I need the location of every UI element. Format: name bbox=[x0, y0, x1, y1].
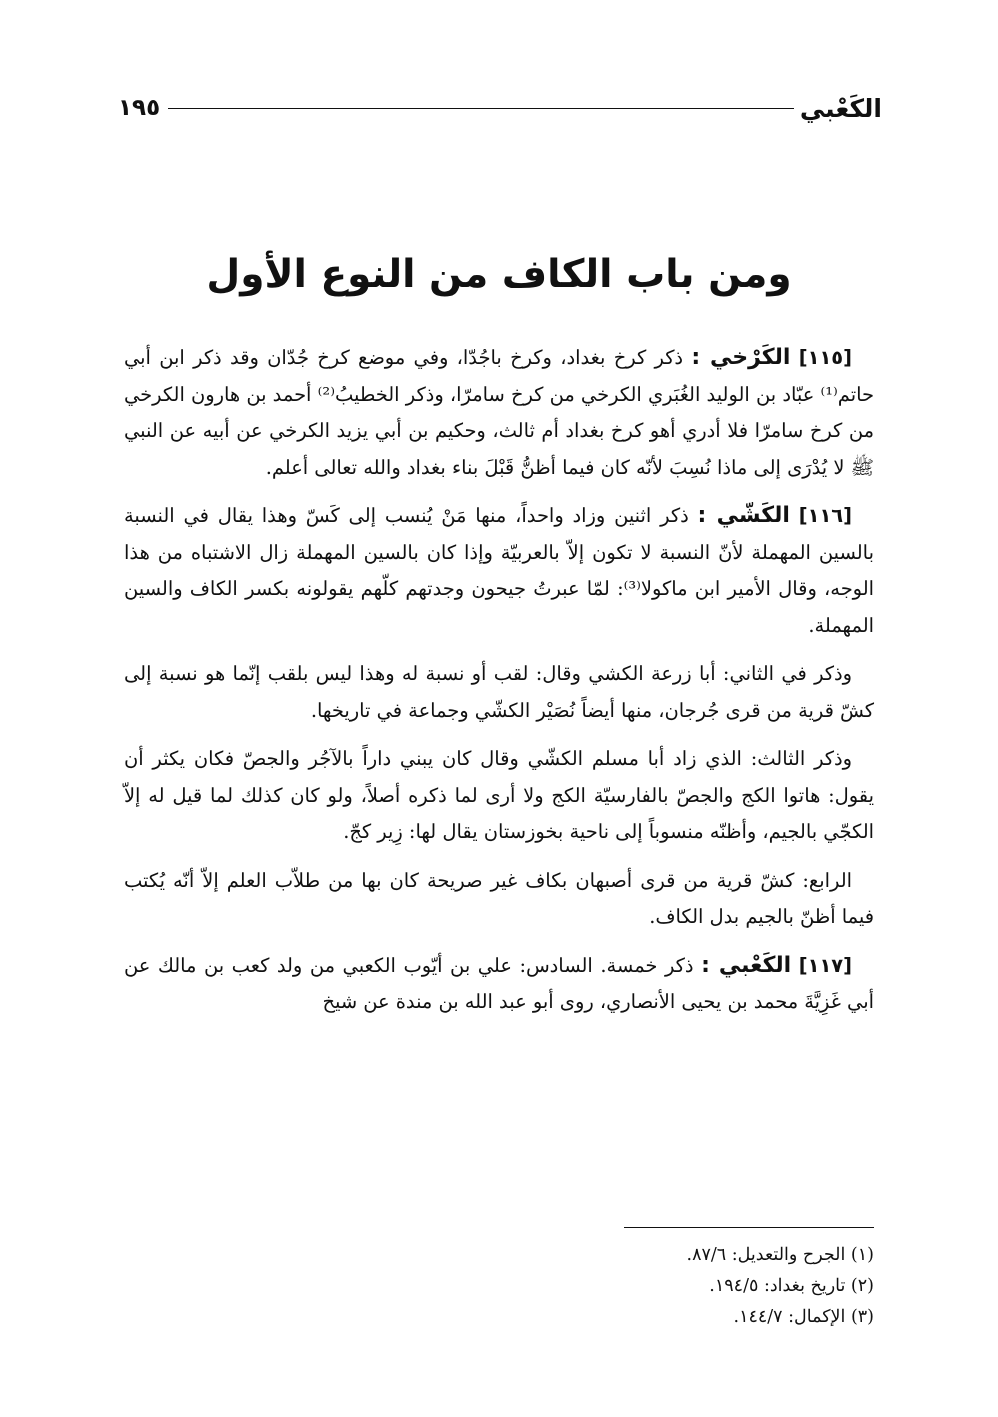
footnote-rule bbox=[624, 1227, 874, 1228]
entry-number: [١١٧] bbox=[798, 953, 852, 977]
entry-text: ذكر خمسة. السادس: علي بن أيّوب الكعبي من ولد كعب بن مالك عن أبي غَزِيَّةَ محمد بن يحيى الأنصاري، روى أبو عبد الله بن مندة عن شيخ bbox=[124, 953, 874, 1013]
section-title: ومن باب الكاف من النوع الأول bbox=[206, 252, 792, 297]
entry-paragraph bbox=[124, 340, 874, 486]
entry-term: الكَعْبي : bbox=[701, 952, 792, 978]
entry-paragraph bbox=[124, 656, 874, 729]
body-text bbox=[124, 340, 874, 1033]
page-number: ١٩٥ bbox=[118, 95, 161, 121]
footnote: (١) الجرح والتعديل: ٨٧/٦. bbox=[686, 1245, 874, 1265]
footnote: (٣) الإكمال: ١٤٤/٧. bbox=[733, 1307, 874, 1327]
entry-number: [١١٦] bbox=[798, 504, 852, 527]
entry-paragraph bbox=[124, 498, 874, 644]
entry-text: وذكر الثالث: الذي زاد أبا مسلم الكشّي وقال كان يبني داراً بالآجُر والجصّ فكان يكثر أن يقول: هاتوا الكج والجصّ بالفارسيّة الكج ولا أرى لما ذكره أصلاً، ولو كان كذلك لما قيل له إلاّ الكجّي بالجيم، وأظنّه منسوباً إلى ناحية بخوزستان يقال لها: زِير كجّ. bbox=[124, 747, 874, 843]
entry-paragraph bbox=[124, 741, 874, 851]
entry-term: الكَرْخي : bbox=[691, 345, 791, 370]
entry-paragraph bbox=[124, 863, 874, 936]
entry-text: الرابع: كشّ قرية من قرى أصبهان بكاف غير صريحة كان بها من طلاّب العلم إلاّ أنّه يُكتب فيما أظنّ بالجيم بدل الكاف. bbox=[124, 868, 874, 928]
entry-term: الكَشّي : bbox=[697, 503, 790, 528]
running-title: الكَعْبي bbox=[799, 93, 882, 123]
entry-text: وذكر في الثاني: أبا زرعة الكشي وقال: لقب أو نسبة له وهذا ليس بلقب إنّما هو نسبة إلى كشّ قرية من قرى جُرجان، منها أيضاً نُصَيْر الكشّي وجماعة في تاريخها. bbox=[124, 662, 874, 722]
footnotes bbox=[124, 1240, 874, 1333]
entry-text: ذكر كرخ بغداد، وكرخ باجُدّا، وفي موضع كرخ جُدّان وقد ذكر ابن أبي حاتم⁽¹⁾ عبّاد بن الوليد الغُبَري الكرخي من كرخ سامرّا، وذكر الخطيبُ⁽²⁾ أحمد بن هارون الكرخي من كرخ سامرّا فلا أدري أهو كرخ بغداد أم ثالث، وحكيم بن أبي يزيد الكرخي عن أبيه عن النبي ﷺ لا يُدْرَى إلى ماذا نُسِبَ لأنّه كان فيما أظنُّ قَبْلَ بناء بغداد والله تعالى أعلم. bbox=[124, 346, 874, 479]
entry-number: [١١٥] bbox=[798, 346, 852, 369]
entry-paragraph bbox=[124, 948, 874, 1021]
entry-text: ذكر اثنين وزاد واحداً، منها مَنْ يُنسب إلى كَسّ وهذا يقال في النسبة بالسين المهملة لأنّ النسبة لا تكون إلاّ بالعربيّة وإذا كان بالسين المهملة زال الاشتباه من هذا الوجه، وقال الأمير ابن ماكولا⁽³⁾: لمّا عبرتُ جيحون وجدتهم كلّهم يقولونه بكسر الكاف والسين المهملة. bbox=[124, 504, 874, 637]
header-rule bbox=[168, 108, 794, 109]
footnote: (٢) تاريخ بغداد: ١٩٤/٥. bbox=[709, 1276, 874, 1296]
running-header bbox=[118, 88, 882, 128]
